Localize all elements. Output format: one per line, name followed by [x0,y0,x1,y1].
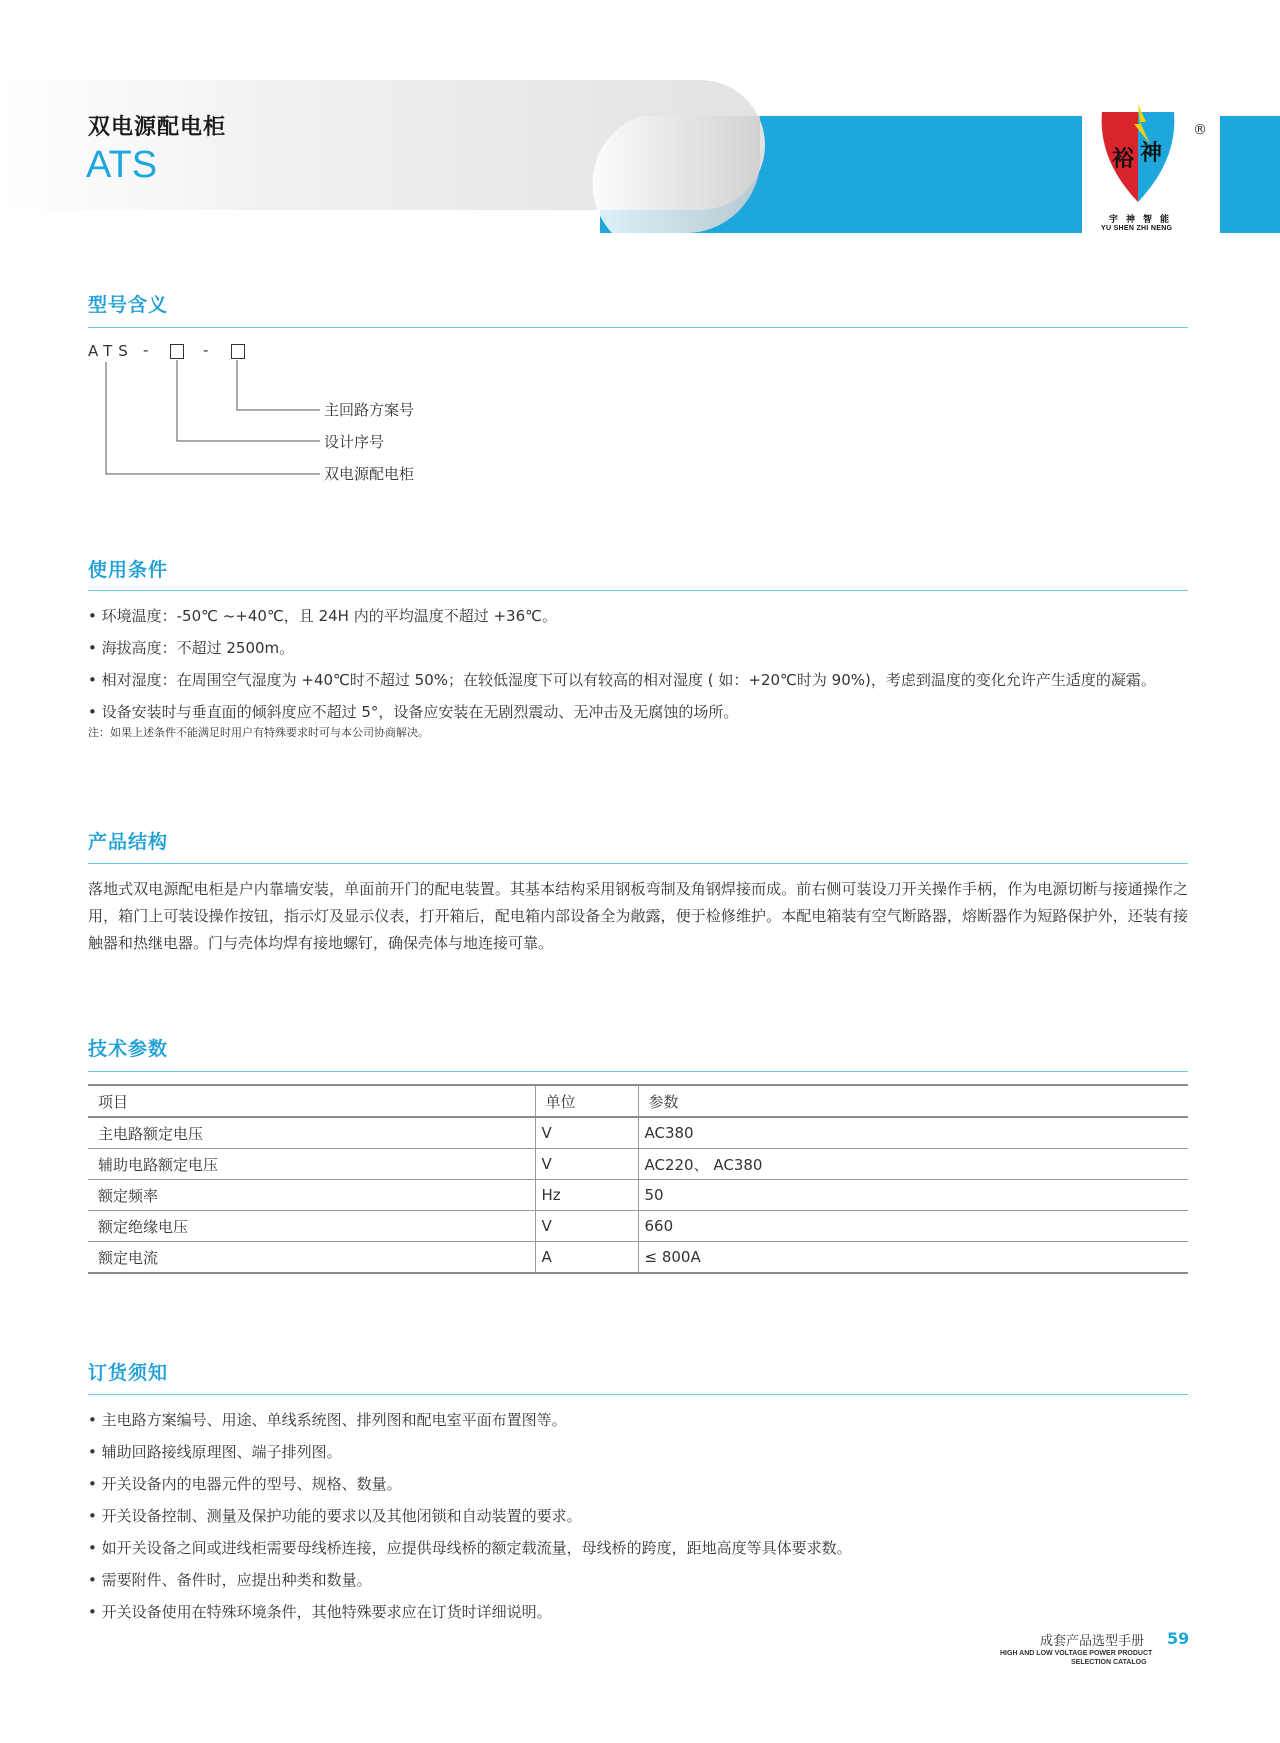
diagram-label-scheme: 主回路方案号 [324,401,415,419]
cell-param: AC380 [638,1117,1188,1149]
section-rule [88,863,1188,864]
logo-text-en: YU SHEN ZHI NENG [1101,225,1173,232]
table-row [88,1149,1188,1180]
svg-text:裕: 裕 [1112,146,1135,172]
cell-unit: V [535,1117,638,1149]
diagram-label-product: 双电源配电柜 [324,465,415,483]
diagram-label-design: 设计序号 [324,433,385,451]
section-title-tech-params: 技术参数 [88,1038,169,1060]
table-row [88,1180,1188,1211]
condition-item: • 海拔高度：不超过 2500m。 [88,639,295,657]
model-code: ATS [88,342,134,360]
header-param: 参数 [638,1085,1188,1117]
model-diagram-lines [0,0,400,500]
condition-item: • 相对湿度：在周围空气湿度为 +40℃时不超过 50%；在较低湿度下可以有较高的相对湿度 ( 如：+20℃时为 90%)，考虑到温度的变化允许产生适度的凝霜。 [88,671,1156,689]
cell-unit: V [535,1211,638,1242]
section-title-structure: 产品结构 [88,831,169,853]
model-dash: - [203,341,209,359]
ordering-item: • 主电路方案编号、用途、单线系统图、排列图和配电室平面布置图等。 [88,1411,567,1429]
company-logo [1102,104,1175,202]
cell-item: 额定绝缘电压 [98,1217,189,1236]
cell-param: 660 [638,1211,1188,1242]
cell-param: AC220、 AC380 [638,1149,1188,1180]
tech-params-table [88,1084,1188,1274]
table-row [88,1211,1188,1242]
table-header-row [88,1085,1188,1117]
page-number: 59 [1167,1629,1190,1648]
svg-text:神: 神 [1140,140,1163,166]
section-rule [88,590,1188,591]
registered-mark: ® [1193,122,1207,138]
ordering-item: • 开关设备使用在特殊环境条件，其他特殊要求应在订货时详细说明。 [88,1603,552,1621]
ordering-item: • 辅助回路接线原理图、端子排列图。 [88,1443,342,1461]
conditions-note: 注：如果上述条件不能满足时用户有特殊要求时可与本公司协商解决。 [88,726,429,739]
cell-item: 额定电流 [98,1248,159,1267]
ordering-item: • 开关设备控制、测量及保护功能的要求以及其他闭锁和自动装置的要求。 [88,1507,582,1525]
page-title-cn: 双电源配电柜 [88,115,227,140]
condition-item: • 环境温度：-50℃ ~+40℃，且 24H 内的平均温度不超过 +36℃。 [88,607,557,625]
table-row [88,1242,1188,1274]
footer-catalog-en-line2: SELECTION CATALOG [1071,1659,1147,1666]
section-title-model-meaning: 型号含义 [88,294,169,316]
section-rule [88,1071,1188,1072]
section-title-conditions: 使用条件 [88,559,169,581]
ordering-item: • 需要附件、备件时，应提出种类和数量。 [88,1571,372,1589]
blue-band-right [1220,116,1280,233]
model-dash: - [143,341,149,359]
ordering-item: • 如开关设备之间或进线柜需要母线桥连接，应提供母线桥的额定载流量，母线桥的跨度，距地高度等具体要求数。 [88,1539,852,1557]
page-title-en: ATS [86,144,158,186]
cell-unit: Hz [535,1180,638,1211]
condition-item: • 设备安装时与垂直面的倾斜度应不超过 5°，设备应安装在无剧烈震动、无冲击及无腐蚀的场所。 [88,703,739,721]
ordering-item: • 开关设备内的电器元件的型号、规格、数量。 [88,1475,402,1493]
cell-item: 主电路额定电压 [98,1124,204,1143]
footer-catalog-en-line1: HIGH AND LOW VOLTAGE POWER PRODUCT [1000,1650,1153,1657]
cell-param: 50 [638,1180,1188,1211]
section-rule [88,1394,1188,1395]
header-item: 项目 [98,1092,129,1111]
table-row [88,1117,1188,1149]
cell-item: 辅助电路额定电压 [98,1155,219,1174]
cell-param: ≤ 800A [638,1242,1188,1274]
cell-unit: V [535,1149,638,1180]
footer-catalog-cn: 成套产品选型手册 [1040,1634,1145,1649]
section-title-ordering: 订货须知 [88,1362,169,1384]
cell-item: 额定频率 [98,1186,159,1205]
logo-text-cn: 宇神智能 [1109,215,1178,225]
cell-unit: A [535,1242,638,1274]
header-unit: 单位 [535,1085,638,1117]
structure-paragraph: 落地式双电源配电柜是户内靠墙安装，单面前开门的配电装置。其基本结构采用钢板弯制及角钢焊接而成。前右侧可装设刀开关操作手柄，作为电源切断与接通操作之用，箱门上可装设操作按钮，指示灯及显示仪表，打开箱后，配电箱内部设备全为敞露，便于检修维护。本配电箱装有空气断路器，熔断器作为短路保护外，还装有接触器和热继电器。门与壳体均焊有接地螺钉，确保壳体与地连接可靠。 [88,880,1188,952]
